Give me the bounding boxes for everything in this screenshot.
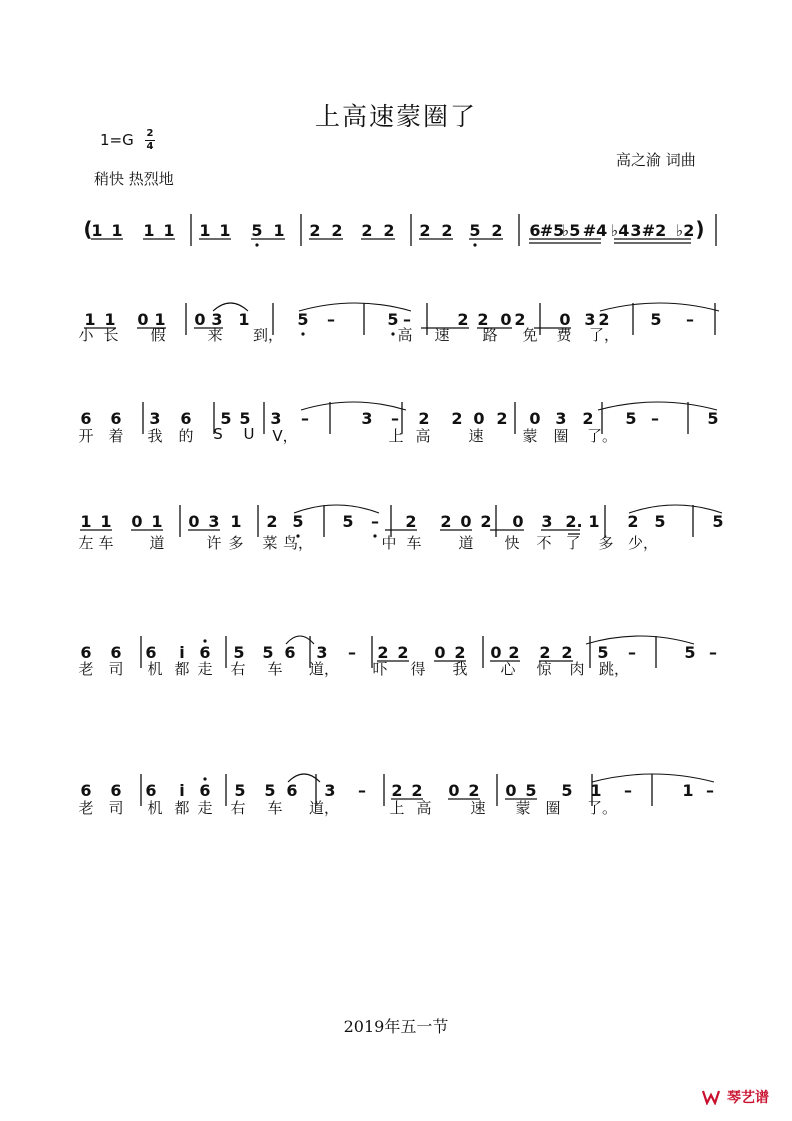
note: 1 (682, 781, 694, 800)
note: 1 (588, 512, 600, 531)
octave-dot-above (203, 639, 206, 642)
note: 1 (219, 221, 231, 240)
time-numerator: 2 (146, 128, 154, 139)
lyric-syllable: 不 (536, 534, 552, 552)
note: 0 (505, 781, 517, 800)
lyric-syllable: 我 (452, 660, 468, 678)
note: 5 (297, 310, 309, 329)
note: 1 (238, 310, 250, 329)
lyric-syllable: 老 (78, 660, 94, 678)
lyric-syllable: 来 (207, 326, 223, 344)
note: 2 (561, 643, 573, 662)
lyric-syllable: 高 (416, 799, 432, 817)
note: 0 (460, 512, 472, 531)
note: 0 (490, 643, 502, 662)
logo-mark-icon (702, 1089, 724, 1105)
note: 2 (405, 512, 417, 531)
note: 0 (473, 409, 485, 428)
lyric-syllable: 了， (588, 326, 620, 344)
note: – (348, 643, 356, 662)
note: 2 (454, 643, 466, 662)
lyric-syllable: 机 (147, 660, 163, 678)
note: 2 (418, 409, 430, 428)
note: 2 (377, 643, 389, 662)
note: 6 (110, 643, 122, 662)
note: 5 (597, 643, 609, 662)
note: 6 (145, 781, 157, 800)
lyric-syllable: 机 (147, 799, 163, 817)
note: 2 (598, 310, 610, 329)
author-credit: 高之渝 词曲 (616, 151, 696, 169)
slur (629, 505, 722, 513)
note: 2 (496, 409, 508, 428)
note: 0 (434, 643, 446, 662)
note: 1 (143, 221, 155, 240)
note: 1 (91, 221, 103, 240)
note: 6 (80, 643, 92, 662)
song-title: 上高速蒙圈了 (314, 102, 477, 131)
note: – (624, 781, 632, 800)
note: 3 (541, 512, 553, 531)
note: ♭5 (561, 221, 581, 240)
lyric-syllable: 老 (78, 799, 94, 817)
note: 2 (468, 781, 480, 800)
lyric-row (0, 797, 792, 819)
lyric-syllable: 上 (389, 799, 405, 817)
note: 6 (180, 409, 192, 428)
note: #4 (582, 221, 608, 240)
lyric-syllable: 上 (388, 427, 404, 445)
note: 5 (654, 512, 666, 531)
note: 5 (707, 409, 719, 428)
note: – (403, 310, 411, 329)
lyric-syllable: 车 (98, 534, 114, 552)
lyric-syllable: 高 (415, 427, 431, 445)
note: 2 (582, 409, 594, 428)
note: ♭2 (675, 221, 695, 240)
note: ) (695, 217, 705, 241)
note: #2 (641, 221, 667, 240)
lyric-syllable: 圈 (545, 799, 561, 817)
lyric-syllable: 免 (522, 326, 538, 344)
lyric-syllable: 右 (230, 660, 246, 678)
lyric-syllable: 速 (468, 427, 484, 445)
note: 5 (251, 221, 263, 240)
composition-date: 2019年五一节 (343, 1017, 449, 1036)
lyric-syllable: 路 (482, 326, 498, 344)
note: 5 (342, 512, 354, 531)
note: – (706, 781, 714, 800)
note: 6 (80, 409, 92, 428)
note: 5 (525, 781, 537, 800)
note: 5 (561, 781, 573, 800)
lyric-syllable: 长 (103, 326, 119, 344)
lyric-syllable: S (213, 425, 223, 443)
note: 1 (590, 781, 602, 800)
lyric-syllable: 开 (78, 427, 94, 445)
lyric-syllable: 菜 (262, 534, 278, 552)
lyric-syllable: 心 (500, 660, 516, 678)
lyric-syllable: 左 (78, 534, 94, 552)
lyric-syllable: 许 (206, 534, 222, 552)
lyric-row (0, 658, 792, 680)
note: 2 (627, 512, 639, 531)
note: 3 (584, 310, 596, 329)
lyric-syllable: 道， (308, 799, 340, 817)
note: 6 (110, 781, 122, 800)
note: 6 (529, 221, 541, 240)
lyric-syllable: 右 (230, 799, 246, 817)
note: 0 (137, 310, 149, 329)
lyric-syllable: 蒙 (522, 427, 538, 445)
note: 2 (411, 781, 423, 800)
lyric-row (0, 324, 792, 346)
lyric-syllable: 速 (470, 799, 486, 817)
note: 3 (208, 512, 220, 531)
note: 2 (440, 512, 452, 531)
note: 1 (163, 221, 175, 240)
lyric-syllable: 到， (252, 326, 284, 344)
lyric-syllable: V， (272, 427, 298, 445)
note: 2 (491, 221, 503, 240)
note: 6 (145, 643, 157, 662)
note: 3 (324, 781, 336, 800)
note: – (686, 310, 694, 329)
note: 5 (650, 310, 662, 329)
note: 1 (273, 221, 285, 240)
lyric-row (0, 425, 792, 447)
lyric-syllable: 少， (627, 534, 659, 552)
lyric-syllable: 惊 (536, 660, 552, 678)
lyric-syllable: 鸟， (282, 534, 314, 552)
note: – (709, 643, 717, 662)
note: 0 (500, 310, 512, 329)
note: 2 (309, 221, 321, 240)
lyric-syllable: 都 (174, 660, 190, 678)
note: 2 (266, 512, 278, 531)
note: 5 (239, 409, 251, 428)
note: 2 (514, 310, 526, 329)
note: 6 (199, 781, 211, 800)
note: i (179, 643, 185, 662)
lyric-syllable: 高 (397, 326, 413, 344)
note: 3 (316, 643, 328, 662)
lyric-syllable: 速 (434, 326, 450, 344)
note: 2 (451, 409, 463, 428)
octave-dot-above (203, 777, 206, 780)
note: 0 (529, 409, 541, 428)
note: #5 (539, 221, 565, 240)
lyric-syllable: 费 (556, 326, 572, 344)
note: 1 (111, 221, 123, 240)
lyric-syllable: 多 (598, 534, 614, 552)
note: 0 (448, 781, 460, 800)
site-logo (702, 1087, 769, 1107)
note: 5 (262, 643, 274, 662)
slur (592, 774, 714, 782)
key-signature: 1=G (100, 131, 134, 149)
lyric-syllable: U (243, 425, 255, 443)
lyric-syllable: 假 (150, 326, 166, 344)
note: – (358, 781, 366, 800)
note: i (179, 781, 185, 800)
note: 6 (110, 409, 122, 428)
lyric-syllable: 走 (197, 660, 213, 678)
note: 3 (270, 409, 282, 428)
note: 5 (469, 221, 481, 240)
lyric-syllable: 道 (149, 534, 165, 552)
note: 2 (391, 781, 403, 800)
note: ♭4 (610, 221, 630, 240)
note: 2 (331, 221, 343, 240)
slur (294, 505, 379, 513)
lyric-syllable: 中 (381, 534, 397, 552)
note: ( (83, 217, 93, 241)
note: 2 (477, 310, 489, 329)
note: 2 (480, 512, 492, 531)
tempo-marking: 稍快 热烈地 (94, 170, 174, 188)
lyric-syllable: 我 (147, 427, 163, 445)
note: 1 (199, 221, 211, 240)
note: – (327, 310, 335, 329)
note: 0 (512, 512, 524, 531)
note: 2 (383, 221, 395, 240)
lyric-syllable: 多 (228, 534, 244, 552)
note: 2. (565, 512, 583, 531)
note: 2 (397, 643, 409, 662)
note: 6 (286, 781, 298, 800)
lyric-syllable: 车 (267, 660, 283, 678)
lyric-syllable: 着 (108, 427, 124, 445)
note: 3 (211, 310, 223, 329)
lyric-row (0, 532, 792, 554)
note: 6 (284, 643, 296, 662)
note: 3 (555, 409, 567, 428)
note: 2 (361, 221, 373, 240)
note: 2 (441, 221, 453, 240)
note: 5 (264, 781, 276, 800)
note: 0 (194, 310, 206, 329)
note: 5 (234, 781, 246, 800)
note: – (371, 512, 379, 531)
lyric-syllable: 车 (267, 799, 283, 817)
note: 2 (539, 643, 551, 662)
note: 3 (630, 221, 642, 240)
lyric-syllable: 道 (458, 534, 474, 552)
lyric-syllable: 小 (78, 326, 94, 344)
lyric-syllable: 了。 (586, 799, 618, 817)
time-denominator: 4 (146, 141, 154, 152)
note: 2 (457, 310, 469, 329)
lyric-syllable: 快 (504, 534, 520, 552)
note: 1 (100, 512, 112, 531)
lyric-syllable: 司 (108, 799, 124, 817)
note: 5 (625, 409, 637, 428)
logo-text: 琴艺谱 (727, 1090, 769, 1106)
note: – (651, 409, 659, 428)
lyric-syllable: 走 (197, 799, 213, 817)
note: 6 (80, 781, 92, 800)
note: 3 (361, 409, 373, 428)
lyric-syllable: 跳， (598, 660, 630, 678)
lyric-syllable: 的 (178, 427, 194, 445)
note: 0 (188, 512, 200, 531)
note: 2 (508, 643, 520, 662)
note: 5 (233, 643, 245, 662)
note: 1 (80, 512, 92, 531)
lyric-syllable: 了。 (586, 427, 618, 445)
lyric-syllable: 圈 (553, 427, 569, 445)
note: – (301, 409, 309, 428)
note: 5 (387, 310, 399, 329)
note: 2 (419, 221, 431, 240)
note: 5 (712, 512, 724, 531)
note: 1 (151, 512, 163, 531)
octave-dot-below (473, 243, 476, 246)
note: 1 (84, 310, 96, 329)
lyric-syllable: 车 (406, 534, 422, 552)
lyric-syllable: 道， (308, 660, 340, 678)
note: 1 (104, 310, 116, 329)
note: 3 (149, 409, 161, 428)
lyric-syllable: 得 (410, 660, 426, 678)
note: 5 (292, 512, 304, 531)
note: – (628, 643, 636, 662)
note: 5 (220, 409, 232, 428)
octave-dot-below (255, 243, 258, 246)
note: 0 (559, 310, 571, 329)
note: 5 (684, 643, 696, 662)
note: 1 (154, 310, 166, 329)
note: 0 (131, 512, 143, 531)
note: 1 (230, 512, 242, 531)
lyric-syllable: 蒙 (515, 799, 531, 817)
lyric-syllable: 了 (565, 534, 581, 552)
note: – (391, 409, 399, 428)
lyric-syllable: 吓 (372, 660, 388, 678)
lyric-syllable: 都 (174, 799, 190, 817)
note: 6 (199, 643, 211, 662)
lyric-syllable: 司 (108, 660, 124, 678)
lyric-syllable: 肉 (569, 660, 585, 678)
